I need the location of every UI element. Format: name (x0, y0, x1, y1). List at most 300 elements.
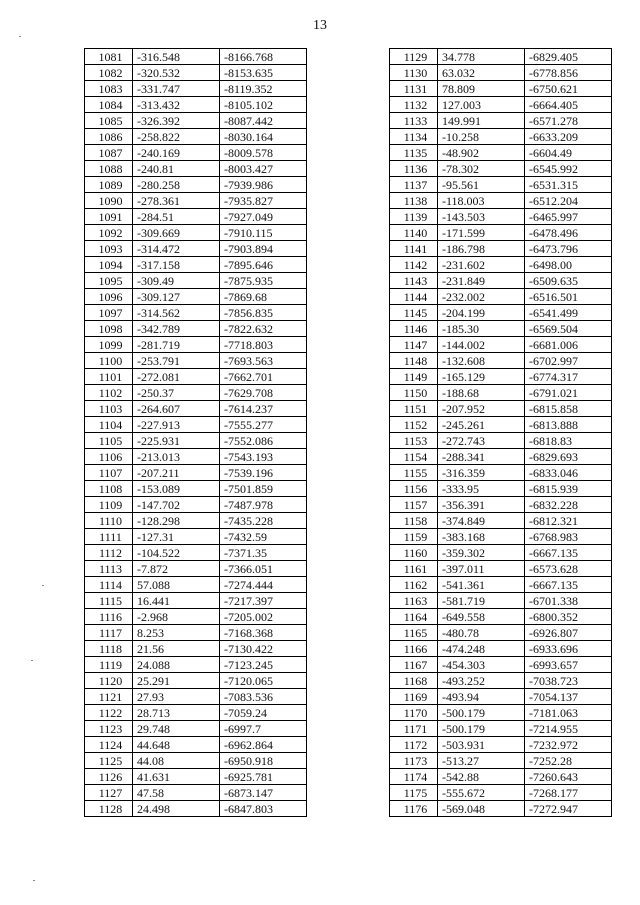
value-y-cell: -7718.803 (220, 337, 307, 353)
value-x-cell: 27.93 (133, 689, 220, 705)
row-id-cell: 1115 (85, 593, 133, 609)
value-x-cell: -240.169 (133, 145, 220, 161)
row-id-cell: 1141 (390, 241, 438, 257)
row-id-cell: 1088 (85, 161, 133, 177)
row-id-cell: 1168 (390, 673, 438, 689)
table-row (85, 545, 307, 561)
row-id-cell: 1113 (85, 561, 133, 577)
value-x-cell: -383.168 (438, 529, 525, 545)
row-id-cell: 1156 (390, 481, 438, 497)
table-row (390, 769, 612, 785)
row-id-cell: 1154 (390, 449, 438, 465)
row-id-cell: 1110 (85, 513, 133, 529)
value-x-cell: -207.211 (133, 465, 220, 481)
row-id-cell: 1106 (85, 449, 133, 465)
value-x-cell: -207.952 (438, 401, 525, 417)
value-x-cell: -317.158 (133, 257, 220, 273)
table-row (85, 737, 307, 753)
table-row (390, 465, 612, 481)
value-y-cell: -8087.442 (220, 113, 307, 129)
table-row (85, 481, 307, 497)
value-y-cell: -6778.856 (525, 65, 612, 81)
value-x-cell: -281.719 (133, 337, 220, 353)
value-y-cell: -7435.228 (220, 513, 307, 529)
value-x-cell: -272.743 (438, 433, 525, 449)
row-id-cell: 1091 (85, 209, 133, 225)
value-y-cell: -7366.051 (220, 561, 307, 577)
row-id-cell: 1119 (85, 657, 133, 673)
value-y-cell: -6465.997 (525, 209, 612, 225)
value-x-cell: -331.747 (133, 81, 220, 97)
value-y-cell: -7935.827 (220, 193, 307, 209)
value-y-cell: -7268.177 (525, 785, 612, 801)
row-id-cell: 1152 (390, 417, 438, 433)
row-id-cell: 1142 (390, 257, 438, 273)
value-y-cell: -6604.49 (525, 145, 612, 161)
value-x-cell: -309.127 (133, 289, 220, 305)
row-id-cell: 1164 (390, 609, 438, 625)
value-x-cell: -288.341 (438, 449, 525, 465)
value-y-cell: -7895.646 (220, 257, 307, 273)
row-id-cell: 1161 (390, 561, 438, 577)
value-y-cell: -7614.237 (220, 401, 307, 417)
value-y-cell: -8166.768 (220, 49, 307, 65)
table-row (85, 65, 307, 81)
value-x-cell: -314.562 (133, 305, 220, 321)
value-x-cell: -326.392 (133, 113, 220, 129)
row-id-cell: 1130 (390, 65, 438, 81)
table-row (390, 593, 612, 609)
value-x-cell: -95.561 (438, 177, 525, 193)
table-row (390, 129, 612, 145)
value-y-cell: -6509.635 (525, 273, 612, 289)
value-x-cell: -309.669 (133, 225, 220, 241)
value-y-cell: -6815.858 (525, 401, 612, 417)
row-id-cell: 1081 (85, 49, 133, 65)
value-y-cell: -7432.59 (220, 529, 307, 545)
row-id-cell: 1093 (85, 241, 133, 257)
value-x-cell: -454.303 (438, 657, 525, 673)
table-row (390, 161, 612, 177)
value-y-cell: -6813.888 (525, 417, 612, 433)
value-y-cell: -7543.193 (220, 449, 307, 465)
row-id-cell: 1099 (85, 337, 133, 353)
page-number: 13 (313, 18, 327, 33)
value-x-cell: -320.532 (133, 65, 220, 81)
row-id-cell: 1157 (390, 497, 438, 513)
row-id-cell: 1166 (390, 641, 438, 657)
value-x-cell: -232.002 (438, 289, 525, 305)
row-id-cell: 1111 (85, 529, 133, 545)
scan-speck (42, 585, 44, 586)
value-x-cell: -204.199 (438, 305, 525, 321)
table-row (390, 385, 612, 401)
value-y-cell: -7869.68 (220, 289, 307, 305)
row-id-cell: 1170 (390, 705, 438, 721)
table-row (390, 113, 612, 129)
row-id-cell: 1172 (390, 737, 438, 753)
row-id-cell: 1117 (85, 625, 133, 641)
table-row (85, 497, 307, 513)
value-y-cell: -6997.7 (220, 721, 307, 737)
table-row (390, 353, 612, 369)
table-row (85, 337, 307, 353)
value-x-cell: -144.002 (438, 337, 525, 353)
table-row (390, 481, 612, 497)
table-row (85, 705, 307, 721)
table-row (85, 49, 307, 65)
value-x-cell: -78.302 (438, 161, 525, 177)
value-x-cell: -186.798 (438, 241, 525, 257)
table-row (390, 801, 612, 817)
row-id-cell: 1100 (85, 353, 133, 369)
table-row (390, 209, 612, 225)
value-y-cell: -6833.046 (525, 465, 612, 481)
table-row (85, 577, 307, 593)
value-y-cell: -6569.504 (525, 321, 612, 337)
value-y-cell: -6478.496 (525, 225, 612, 241)
value-y-cell: -6702.997 (525, 353, 612, 369)
value-x-cell: -240.81 (133, 161, 220, 177)
value-x-cell: -171.599 (438, 225, 525, 241)
table-row (85, 241, 307, 257)
row-id-cell: 1133 (390, 113, 438, 129)
table-row (390, 337, 612, 353)
value-y-cell: -7539.196 (220, 465, 307, 481)
table-row (85, 97, 307, 113)
value-y-cell: -7274.444 (220, 577, 307, 593)
value-x-cell: -493.252 (438, 673, 525, 689)
value-y-cell: -7910.115 (220, 225, 307, 241)
value-x-cell: -356.391 (438, 497, 525, 513)
table-row (390, 561, 612, 577)
table-row (390, 641, 612, 657)
row-id-cell: 1175 (390, 785, 438, 801)
row-id-cell: 1118 (85, 641, 133, 657)
value-x-cell: -250.37 (133, 385, 220, 401)
row-id-cell: 1171 (390, 721, 438, 737)
table-row (390, 705, 612, 721)
value-x-cell: -227.913 (133, 417, 220, 433)
value-x-cell: -231.602 (438, 257, 525, 273)
value-x-cell: -474.248 (438, 641, 525, 657)
value-x-cell: -649.558 (438, 609, 525, 625)
row-id-cell: 1167 (390, 657, 438, 673)
value-y-cell: -7059.24 (220, 705, 307, 721)
value-y-cell: -6812.321 (525, 513, 612, 529)
row-id-cell: 1165 (390, 625, 438, 641)
table-row (390, 177, 612, 193)
table-row (85, 721, 307, 737)
value-y-cell: -6993.657 (525, 657, 612, 673)
table-row (390, 689, 612, 705)
row-id-cell: 1145 (390, 305, 438, 321)
value-x-cell: -165.129 (438, 369, 525, 385)
table-row (390, 145, 612, 161)
table-row (85, 785, 307, 801)
value-y-cell: -8009.578 (220, 145, 307, 161)
row-id-cell: 1092 (85, 225, 133, 241)
value-x-cell: -555.672 (438, 785, 525, 801)
row-id-cell: 1143 (390, 273, 438, 289)
row-id-cell: 1128 (85, 801, 133, 817)
table-row (390, 289, 612, 305)
value-x-cell: -143.503 (438, 209, 525, 225)
table-row (85, 209, 307, 225)
value-y-cell: -6829.693 (525, 449, 612, 465)
row-id-cell: 1159 (390, 529, 438, 545)
value-y-cell: -7083.536 (220, 689, 307, 705)
value-x-cell: -2.968 (133, 609, 220, 625)
value-y-cell: -6815.939 (525, 481, 612, 497)
table-row (85, 609, 307, 625)
row-id-cell: 1107 (85, 465, 133, 481)
value-y-cell: -6933.696 (525, 641, 612, 657)
row-id-cell: 1140 (390, 225, 438, 241)
table-row (85, 81, 307, 97)
table-row (390, 321, 612, 337)
value-x-cell: -272.081 (133, 369, 220, 385)
value-y-cell: -6847.803 (220, 801, 307, 817)
value-x-cell: -280.258 (133, 177, 220, 193)
value-y-cell: -7693.563 (220, 353, 307, 369)
row-id-cell: 1162 (390, 577, 438, 593)
row-id-cell: 1176 (390, 801, 438, 817)
value-y-cell: -7232.972 (525, 737, 612, 753)
table-row (390, 305, 612, 321)
row-id-cell: 1105 (85, 433, 133, 449)
value-y-cell: -7252.28 (525, 753, 612, 769)
table-row (85, 305, 307, 321)
value-x-cell: -503.931 (438, 737, 525, 753)
table-row (85, 257, 307, 273)
value-x-cell: -245.261 (438, 417, 525, 433)
value-y-cell: -7903.894 (220, 241, 307, 257)
value-y-cell: -6498.00 (525, 257, 612, 273)
table-row (390, 737, 612, 753)
table-row (390, 97, 612, 113)
value-y-cell: -6950.918 (220, 753, 307, 769)
value-y-cell: -6832.228 (525, 497, 612, 513)
row-id-cell: 1127 (85, 785, 133, 801)
table-row (85, 561, 307, 577)
table-row (85, 289, 307, 305)
table-row (390, 609, 612, 625)
value-x-cell: -7.872 (133, 561, 220, 577)
row-id-cell: 1155 (390, 465, 438, 481)
table-row (85, 769, 307, 785)
value-x-cell: -342.789 (133, 321, 220, 337)
row-id-cell: 1134 (390, 129, 438, 145)
table-row (85, 129, 307, 145)
value-y-cell: -7875.935 (220, 273, 307, 289)
value-y-cell: -7123.245 (220, 657, 307, 673)
value-x-cell: -147.702 (133, 497, 220, 513)
table-row (390, 545, 612, 561)
row-id-cell: 1158 (390, 513, 438, 529)
row-id-cell: 1108 (85, 481, 133, 497)
value-y-cell: -7939.986 (220, 177, 307, 193)
value-y-cell: -6531.315 (525, 177, 612, 193)
value-y-cell: -6701.338 (525, 593, 612, 609)
value-y-cell: -6473.796 (525, 241, 612, 257)
row-id-cell: 1150 (390, 385, 438, 401)
value-x-cell: -541.361 (438, 577, 525, 593)
table-row (390, 673, 612, 689)
value-x-cell: -128.298 (133, 513, 220, 529)
row-id-cell: 1151 (390, 401, 438, 417)
row-id-cell: 1084 (85, 97, 133, 113)
value-y-cell: -7927.049 (220, 209, 307, 225)
value-x-cell: -314.472 (133, 241, 220, 257)
value-y-cell: -7038.723 (525, 673, 612, 689)
table-row (85, 273, 307, 289)
table-row (85, 433, 307, 449)
value-y-cell: -6573.628 (525, 561, 612, 577)
value-y-cell: -6545.992 (525, 161, 612, 177)
table-row (85, 801, 307, 817)
value-x-cell: 41.631 (133, 769, 220, 785)
table-row (85, 225, 307, 241)
value-x-cell: 8.253 (133, 625, 220, 641)
value-y-cell: -6512.204 (525, 193, 612, 209)
table-row (85, 401, 307, 417)
row-id-cell: 1114 (85, 577, 133, 593)
value-y-cell: -7555.277 (220, 417, 307, 433)
value-x-cell: -480.78 (438, 625, 525, 641)
row-id-cell: 1173 (390, 753, 438, 769)
value-y-cell: -6633.209 (525, 129, 612, 145)
value-y-cell: -6925.781 (220, 769, 307, 785)
row-id-cell: 1090 (85, 193, 133, 209)
table-row (390, 49, 612, 65)
value-y-cell: -8003.427 (220, 161, 307, 177)
table-row (390, 577, 612, 593)
row-id-cell: 1095 (85, 273, 133, 289)
value-y-cell: -7181.063 (525, 705, 612, 721)
row-id-cell: 1126 (85, 769, 133, 785)
value-x-cell: -313.432 (133, 97, 220, 113)
value-x-cell: -284.51 (133, 209, 220, 225)
table-row (85, 657, 307, 673)
value-x-cell: 44.648 (133, 737, 220, 753)
value-y-cell: -7822.632 (220, 321, 307, 337)
table-row (85, 689, 307, 705)
value-y-cell: -7272.947 (525, 801, 612, 817)
value-x-cell: 21.56 (133, 641, 220, 657)
table-row (85, 593, 307, 609)
value-y-cell: -8105.102 (220, 97, 307, 113)
row-id-cell: 1148 (390, 353, 438, 369)
row-id-cell: 1153 (390, 433, 438, 449)
table-row (85, 465, 307, 481)
value-y-cell: -7487.978 (220, 497, 307, 513)
value-x-cell: 24.498 (133, 801, 220, 817)
row-id-cell: 1120 (85, 673, 133, 689)
table-row (85, 177, 307, 193)
row-id-cell: 1094 (85, 257, 133, 273)
row-id-cell: 1097 (85, 305, 133, 321)
table-row (85, 145, 307, 161)
value-x-cell: -231.849 (438, 273, 525, 289)
value-x-cell: 63.032 (438, 65, 525, 81)
value-y-cell: -8119.352 (220, 81, 307, 97)
value-y-cell: -7168.368 (220, 625, 307, 641)
row-id-cell: 1102 (85, 385, 133, 401)
table-row (85, 641, 307, 657)
value-y-cell: -6768.983 (525, 529, 612, 545)
data-table-left (84, 48, 307, 817)
row-id-cell: 1109 (85, 497, 133, 513)
data-table-right (389, 48, 612, 817)
value-x-cell: -258.822 (133, 129, 220, 145)
value-x-cell: 44.08 (133, 753, 220, 769)
value-y-cell: -6926.807 (525, 625, 612, 641)
value-x-cell: -10.258 (438, 129, 525, 145)
value-x-cell: -316.548 (133, 49, 220, 65)
table-row (390, 401, 612, 417)
value-x-cell: 47.58 (133, 785, 220, 801)
value-y-cell: -6774.317 (525, 369, 612, 385)
row-id-cell: 1149 (390, 369, 438, 385)
row-id-cell: 1131 (390, 81, 438, 97)
table-row (85, 353, 307, 369)
value-y-cell: -6829.405 (525, 49, 612, 65)
row-id-cell: 1083 (85, 81, 133, 97)
value-x-cell: 149.991 (438, 113, 525, 129)
value-y-cell: -6873.147 (220, 785, 307, 801)
table-row (390, 625, 612, 641)
table-row (85, 385, 307, 401)
value-x-cell: -397.011 (438, 561, 525, 577)
value-x-cell: -188.68 (438, 385, 525, 401)
table-row (85, 113, 307, 129)
table-row (390, 657, 612, 673)
row-id-cell: 1174 (390, 769, 438, 785)
value-x-cell: -225.931 (133, 433, 220, 449)
table-row (390, 273, 612, 289)
table-row (390, 513, 612, 529)
scan-speck (19, 36, 21, 37)
value-y-cell: -6962.864 (220, 737, 307, 753)
value-y-cell: -6571.278 (525, 113, 612, 129)
table-row (390, 369, 612, 385)
table-row (85, 417, 307, 433)
value-y-cell: -7501.859 (220, 481, 307, 497)
scan-speck (33, 880, 35, 881)
row-id-cell: 1138 (390, 193, 438, 209)
row-id-cell: 1135 (390, 145, 438, 161)
value-x-cell: -333.95 (438, 481, 525, 497)
row-id-cell: 1163 (390, 593, 438, 609)
table-row (85, 449, 307, 465)
table-row (390, 417, 612, 433)
table-row (390, 225, 612, 241)
value-y-cell: -7371.35 (220, 545, 307, 561)
table-row (390, 753, 612, 769)
value-x-cell: -264.607 (133, 401, 220, 417)
row-id-cell: 1121 (85, 689, 133, 705)
value-y-cell: -7120.065 (220, 673, 307, 689)
value-x-cell: 127.003 (438, 97, 525, 113)
value-x-cell: -153.089 (133, 481, 220, 497)
table-row (390, 529, 612, 545)
table-row (390, 81, 612, 97)
value-x-cell: -127.31 (133, 529, 220, 545)
value-x-cell: -48.902 (438, 145, 525, 161)
row-id-cell: 1086 (85, 129, 133, 145)
table-row (85, 193, 307, 209)
